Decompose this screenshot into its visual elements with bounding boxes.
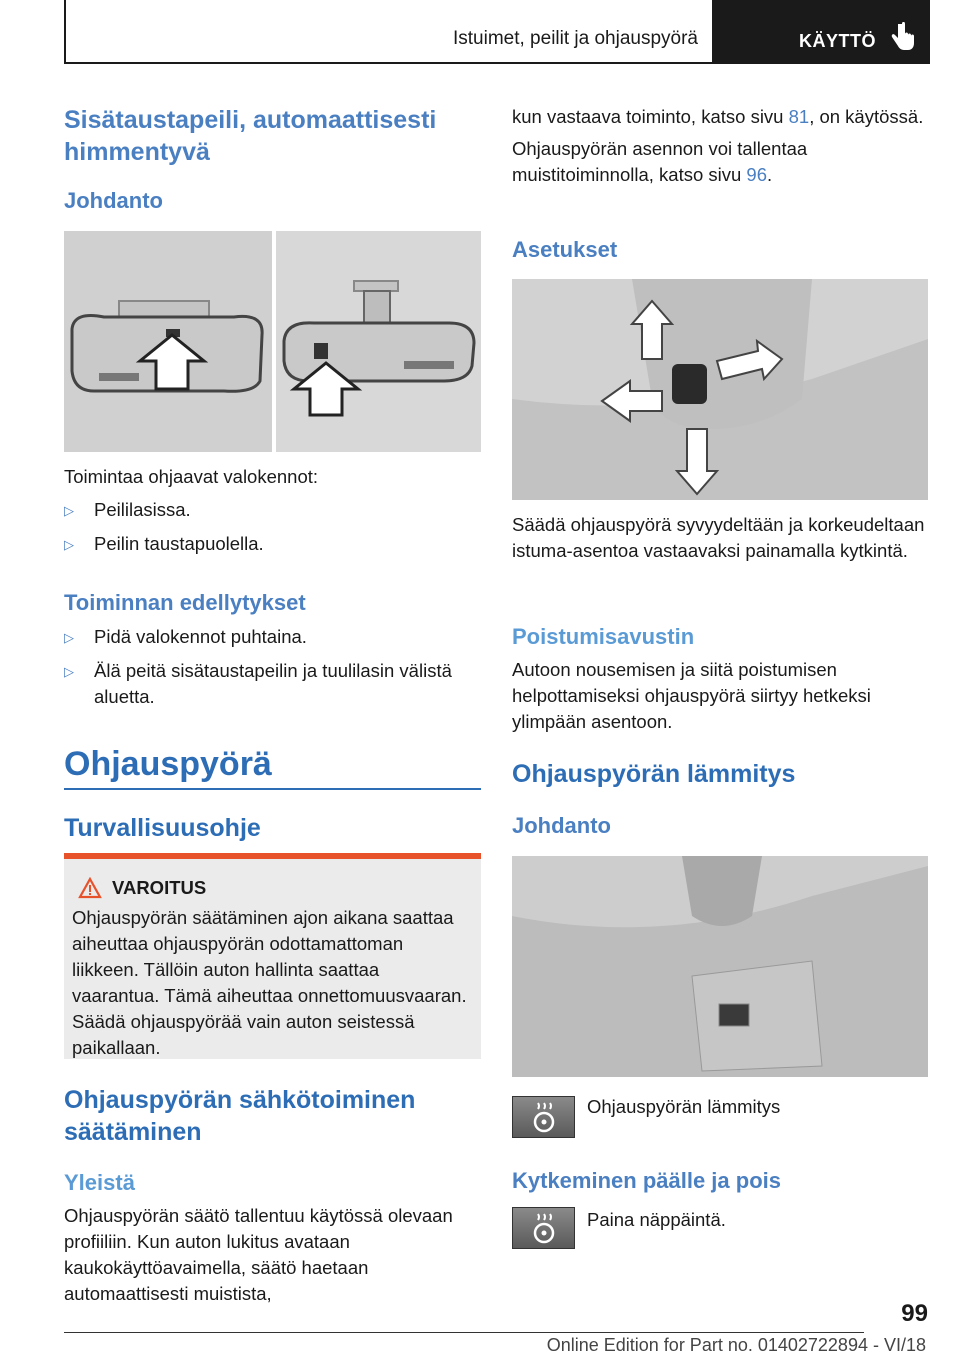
steering-adjust-illustration [512,279,928,500]
triangle-bullet-icon: ▷ [64,503,74,518]
switch-heading: Kytkeminen päälle ja pois [512,1168,781,1193]
edition-footer: Online Edition for Part no. 01402722894 - VI/18 [546,1335,926,1355]
triangle-bullet-icon: ▷ [64,537,74,552]
prereq-list [64,624,481,710]
steering-heating-icon [524,1100,564,1134]
list-item: ▷ Peilin taustapuolella. [64,531,481,558]
warning-box [64,853,481,1059]
electric-heading: Ohjauspyörän sähkötoiminen säätäminen [64,1086,416,1146]
heating-button-illustration [512,856,928,1077]
chapter-title: Istuimet, peilit ja ohjauspyörä [64,0,712,64]
steering-title: Ohjauspyörä [64,745,272,783]
warning-title: VAROITUS [112,877,207,898]
warning-triangle-icon [78,877,102,899]
mirror-illustration [64,231,481,452]
prereq-heading: Toiminnan edellytykset [64,590,306,615]
footer-rule [64,1332,864,1333]
settings-text: Säädä ohjauspyörä syvyydeltään ja korkeudeltaan istuma-asentoa vastaavaksi painamalla kytkintä. [512,514,925,561]
section-tab [712,0,930,64]
general-text: Ohjauspyörän säätö tallentuu käytössä olevaan profiiliin. Kun auton lukitus avataan kaukokäyttöavaimella, säätö haetaan automaattisesti muistista, [64,1205,453,1304]
heating-button[interactable] [512,1207,575,1249]
heating-title: Ohjauspyörän lämmitys [512,760,796,788]
sensors-text: Toimintaa ohjaavat valokennot: [64,466,319,487]
list-item: ▷ Pidä valokennot puhtaina. [64,624,481,651]
heating-caption: Ohjauspyörän lämmitys [587,1096,781,1117]
triangle-bullet-icon: ▷ [64,664,74,679]
steering-heating-icon [524,1211,564,1245]
section-title: KÄYTTÖ [799,31,876,51]
page-link[interactable]: 96 [746,164,767,185]
heating-intro-heading: Johdanto [512,813,611,838]
continuation-text: kun vastaava toiminto, katso sivu 81, on käytössä. [512,106,924,127]
page-number: 99 [901,1300,928,1327]
triangle-bullet-icon: ▷ [64,630,74,645]
safety-heading: Turvallisuusohje [64,814,261,842]
general-heading: Yleistä [64,1170,135,1195]
mirror-intro-heading: Johdanto [64,188,163,213]
page-link[interactable]: 81 [788,106,810,127]
memory-text: Ohjauspyörän asennon voi tallentaa muistitoiminnolla, katso sivu 96. [512,138,808,185]
switch-text: Paina näppäintä. [587,1209,726,1230]
list-item: ▷ Älä peitä sisätaustapeilin ja tuulilasin välistä aluetta. [64,658,481,710]
exit-text: Autoon nousemisen ja siitä poistumisen helpottamiseksi ohjauspyörä siirtyy hetkeksi ylimpään asentoon. [512,659,871,732]
pointing-hand-icon [890,22,916,52]
title-rule [64,788,481,790]
settings-heading: Asetukset [512,237,618,262]
page-header [64,0,930,64]
list-item: ▷ Peililasissa. [64,497,481,524]
mirror-title: Sisätaustapeili, automaattisesti himmentyvä [64,106,437,166]
sensor-list [64,497,481,558]
warning-text: Ohjauspyörän säätäminen ajon aikana saattaa aiheuttaa ohjauspyörän odottamattoman liikkeen. Tällöin auton hallinta saattaa vaarantua. Tämä aiheuttaa onnettomuusvaaran. Säädä ohjauspyörää vain auton seistessä paikallaan. [72,907,467,1058]
heating-button[interactable] [512,1096,575,1138]
exit-heading: Poistumisavustin [512,624,695,649]
